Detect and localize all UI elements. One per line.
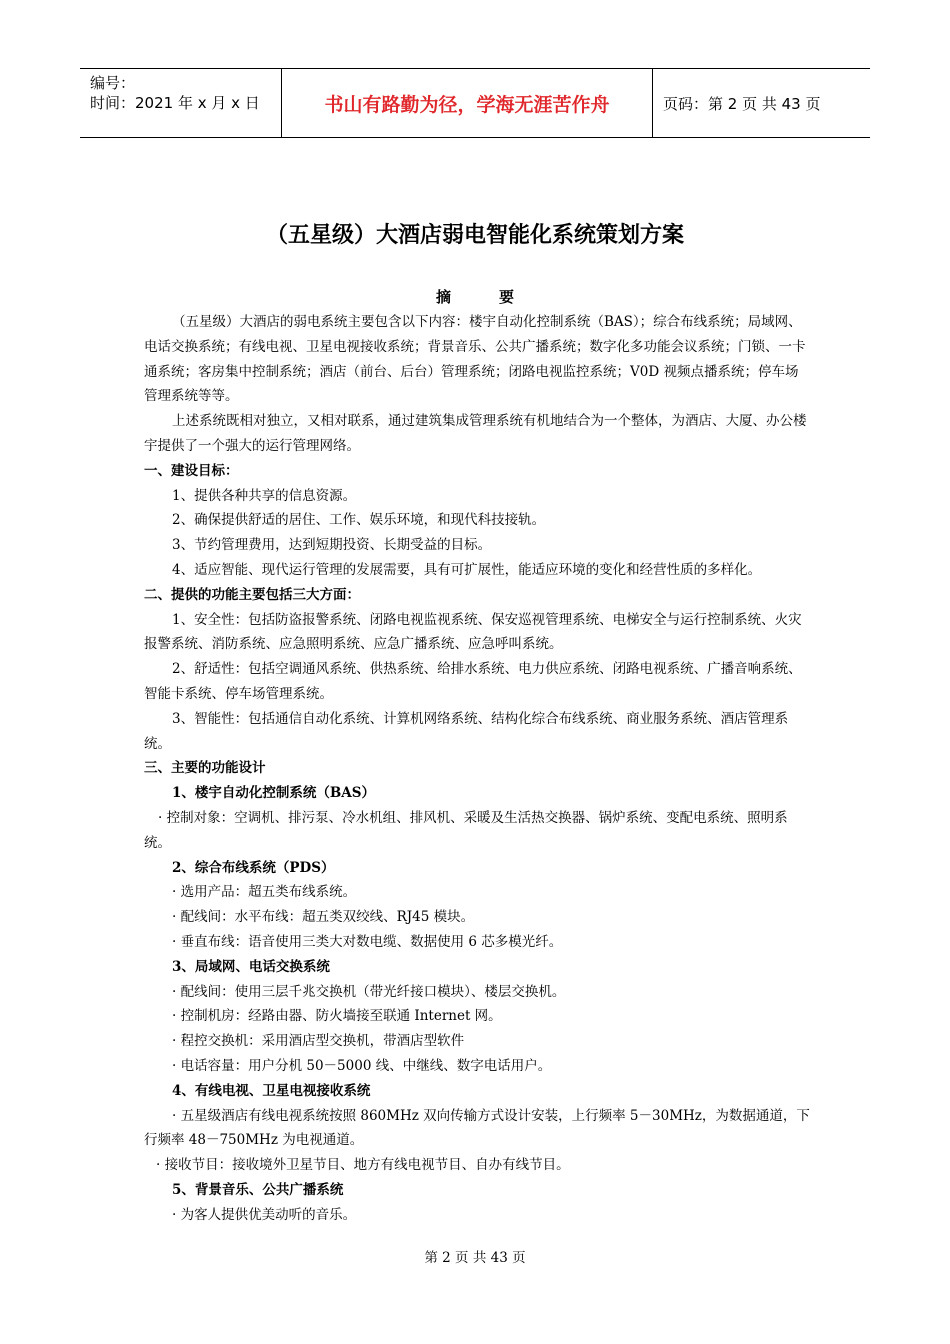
- document-number-label: 编号：: [90, 74, 136, 92]
- list-item: · 配线间：使用三层千兆交换机（带光纤接口模块）、楼层交换机。: [172, 983, 566, 1000]
- subsection-heading: 3、局域网、电话交换系统: [172, 958, 330, 975]
- section-heading: 三、主要的功能设计: [144, 760, 266, 777]
- page-header: [80, 68, 870, 138]
- section-heading: 二、提供的功能主要包括三大方面：: [144, 586, 360, 603]
- document-title: （五星级）大酒店弱电智能化系统策划方案: [265, 223, 684, 248]
- abstract-heading-right: 要: [499, 288, 515, 306]
- abstract-heading-left: 摘: [435, 288, 451, 306]
- list-item: · 五星级酒店有线电视系统按照 860MHz 双向传输方式设计安装，上行频率 5－30MHz，为数据通道，下行频率 48－750MHz 为电视通道。: [144, 1107, 810, 1149]
- subsection-heading: 1、楼宇自动化控制系统（BAS）: [172, 785, 376, 802]
- page-footer: 第 2 页 共 43 页: [424, 1250, 526, 1266]
- list-item: 3、智能性：包括通信自动化系统、计算机网络系统、结构化综合布线系统、商业服务系统、酒店管理系统。: [144, 710, 789, 752]
- list-item: · 电话容量：用户分机 50－5000 线、中继线、数字电话用户。: [172, 1057, 552, 1074]
- list-item: · 接收节目：接收境外卫星节目、地方有线电视节目、自办有线节目。: [156, 1157, 570, 1174]
- document-body: [144, 310, 810, 1227]
- list-item: 1、提供各种共享的信息资源。: [172, 487, 357, 504]
- abstract-heading: [0, 286, 950, 307]
- subsection-heading: 5、背景音乐、公共广播系统: [172, 1181, 344, 1198]
- list-item: · 为客人提供优美动听的音乐。: [172, 1206, 357, 1223]
- list-item: 3、节约管理费用，达到短期投资、长期受益的目标。: [172, 537, 492, 554]
- list-item: · 控制机房：经路由器、防火墙接至联通 Internet 网。: [172, 1008, 502, 1025]
- header-motto: 书山有路勤为径，学海无涯苦作舟: [281, 69, 653, 137]
- header-page-info: 页码：第 2 页 共 43 页: [663, 94, 821, 113]
- list-item: · 配线间：水平布线：超五类双绞线、RJ45 模块。: [172, 909, 475, 926]
- abstract-paragraph: 上述系统既相对独立，又相对联系，通过建筑集成管理系统有机地结合为一个整体，为酒店、大厦、办公楼宇提供了一个强大的运行管理网络。: [144, 413, 807, 454]
- list-item: 2、舒适性：包括空调通风系统、供热系统、给排水系统、电力供应系统、闭路电视系统、广播音响系统、智能卡系统、停车场管理系统。: [144, 661, 802, 702]
- list-item: 1、安全性：包括防盗报警系统、闭路电视监视系统、保安巡视管理系统、电梯安全与运行控制系统、火灾报警系统、消防系统、应急照明系统、应急广播系统、应急呼叫系统。: [144, 611, 802, 653]
- list-item: · 程控交换机：采用酒店型交换机，带酒店型软件: [172, 1033, 465, 1050]
- section-heading: 一、建设目标：: [144, 462, 239, 479]
- list-item: · 选用产品：超五类布线系统。: [172, 884, 357, 901]
- header-left: [80, 69, 281, 137]
- list-item: · 控制对象：空调机、排污泵、冷水机组、排风机、采暖及生活热交换器、锅炉系统、变配电系统、照明系统。: [144, 809, 788, 851]
- abstract-paragraph: （五星级）大酒店的弱电系统主要包含以下内容：楼宇自动化控制系统（BAS）；综合布线系统；局域网、电话交换系统；有线电视、卫星电视接收系统；背景音乐、公共广播系统；数字化多功能会议系统；门锁、一卡通系统；客房集中控制系统；酒店（前台、后台）管理系统；闭路电视监控系统；V0D 视频点播系统；停车场管理系统等等。: [144, 314, 806, 405]
- subsection-heading: 2、综合布线系统（PDS）: [172, 859, 335, 876]
- list-item: 4、适应智能、现代运行管理的发展需要，具有可扩展性，能适应环境的变化和经营性质的多样化。: [172, 561, 762, 578]
- list-item: · 垂直布线：语音使用三类大对数电缆、数据使用 6 芯多模光纤。: [172, 933, 563, 950]
- subsection-heading: 4、有线电视、卫星电视接收系统: [172, 1082, 371, 1099]
- document-date-label: 时间：2021 年 x 月 x 日: [90, 94, 260, 112]
- list-item: 2、确保提供舒适的居住、工作、娱乐环境，和现代科技接轨。: [172, 512, 546, 529]
